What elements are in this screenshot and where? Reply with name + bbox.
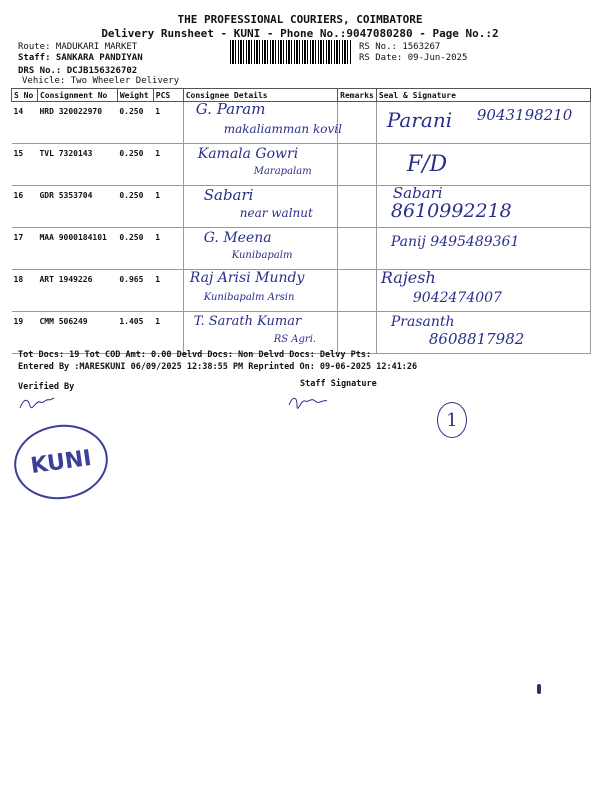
drs-label: DRS No.: DCJB156326702 — [18, 66, 138, 76]
circled-number — [437, 402, 467, 438]
consignee-address: Kunibapalm — [231, 250, 293, 261]
consignee-address: Kunibapalm Arsin — [203, 292, 295, 303]
col-weight: Weight — [117, 89, 153, 102]
signature: Rajesh — [380, 268, 436, 287]
runsheet-subtitle: Delivery Runsheet - KUNI - Phone No.:9047080280 - Page No.:2 — [101, 27, 499, 40]
row-pcs: 1 — [155, 191, 161, 200]
row-weight: 0.250 — [119, 233, 144, 242]
signature: F/D — [406, 152, 448, 177]
verified-by-label: Verified By — [18, 382, 75, 392]
row-sno: 17 — [13, 233, 24, 242]
signature-phone: 9042474007 — [412, 290, 502, 306]
row-weight: 0.250 — [119, 191, 144, 200]
row-sno: 18 — [13, 275, 24, 284]
consignee-name: Sabari — [203, 186, 254, 204]
table-header-row — [12, 89, 591, 102]
row-remarks — [338, 102, 377, 144]
col-sno: S No — [12, 89, 38, 102]
row-consignment: TVL 7320143 — [39, 149, 93, 158]
row-sno: 16 — [13, 191, 24, 200]
row-consignment: HRD 320022970 — [39, 107, 103, 116]
row-weight: 0.250 — [119, 149, 144, 158]
row-remarks — [338, 312, 377, 354]
signature: Parani — [386, 108, 453, 132]
row-consignment: ART 1949226 — [39, 275, 93, 284]
row-pcs: 1 — [155, 317, 161, 326]
signature-phone: 8610992218 — [390, 200, 512, 222]
col-consignment: Consignment No — [37, 89, 117, 102]
barcode — [230, 40, 352, 64]
rs-number: RS No.: 1563267 — [359, 42, 441, 52]
signature: Sabari — [392, 184, 443, 202]
table-row — [12, 270, 591, 312]
row-remarks — [338, 228, 377, 270]
consignee-name: Kamala Gowri — [197, 146, 299, 162]
circled-number-text: 1 — [446, 409, 458, 431]
route-label: Route: MADUKARI MARKET — [18, 42, 138, 52]
staff-signature — [285, 393, 330, 418]
row-sno: 15 — [13, 149, 24, 158]
entered-by-line: Entered By :MARESKUNI 06/09/2025 12:38:55 PM Reprinted On: 09-06-2025 12:41:26 — [18, 362, 418, 372]
ink-mark — [537, 684, 541, 694]
table-row — [12, 144, 591, 186]
row-sno: 19 — [13, 317, 24, 326]
consignee-name: T. Sarath Kumar — [193, 314, 302, 329]
seal-text: KUNI — [28, 445, 94, 479]
row-pcs: 1 — [155, 149, 161, 158]
consignee-address: makaliamman kovil — [223, 122, 342, 136]
row-consignment: GDR 5353704 — [39, 191, 93, 200]
consignee-name: G. Param — [195, 100, 266, 118]
staff-label: Staff: SANKARA PANDIYAN — [18, 53, 143, 63]
consignee-address: near walnut — [239, 206, 313, 220]
consignee-address: Marapalam — [253, 166, 312, 177]
signature: Prasanth — [390, 314, 455, 330]
col-consignee: Consignee Details — [183, 89, 337, 102]
row-consignment: CMM 506249 — [39, 317, 88, 326]
col-remarks: Remarks — [338, 89, 377, 102]
row-remarks — [338, 186, 377, 228]
consignee-name: Raj Arisi Mundy — [189, 270, 305, 286]
row-pcs: 1 — [155, 233, 161, 242]
signature-phone: 9043198210 — [476, 106, 573, 124]
row-weight: 1.405 — [119, 317, 144, 326]
table-row — [12, 102, 591, 144]
consignee-address: RS Agri. — [273, 334, 317, 345]
staff-signature-label: Staff Signature — [300, 379, 377, 389]
company-title: THE PROFESSIONAL COURIERS, COIMBATORE — [177, 13, 423, 26]
vehicle-label: Vehicle: Two Wheeler Delivery — [22, 76, 180, 86]
col-pcs: PCS — [153, 89, 183, 102]
runsheet-table — [11, 88, 591, 354]
col-seal-signature: Seal & Signature — [376, 89, 590, 102]
table-row — [12, 312, 591, 354]
kuni-seal-stamp — [9, 419, 112, 505]
consignee-name: G. Meena — [203, 230, 272, 246]
row-weight: 0.250 — [119, 107, 144, 116]
row-consignment: MAA 9000184101 — [39, 233, 107, 242]
row-pcs: 1 — [155, 275, 161, 284]
totals-line: Tot Docs: 19 Tot COD Amt: 0.00 Delvd Docs: Non Delvd Docs: Delvy Pts: — [18, 350, 372, 360]
row-weight: 0.965 — [119, 275, 144, 284]
table-row — [12, 228, 591, 270]
row-remarks — [338, 270, 377, 312]
signature: Panij 9495489361 — [390, 234, 520, 250]
row-remarks — [338, 144, 377, 186]
signature-phone: 8608817982 — [428, 330, 525, 348]
row-pcs: 1 — [155, 107, 161, 116]
row-sno: 14 — [13, 107, 24, 116]
verifier-signature — [18, 394, 58, 416]
table-row — [12, 186, 591, 228]
rs-date: RS Date: 09-Jun-2025 — [359, 53, 468, 63]
